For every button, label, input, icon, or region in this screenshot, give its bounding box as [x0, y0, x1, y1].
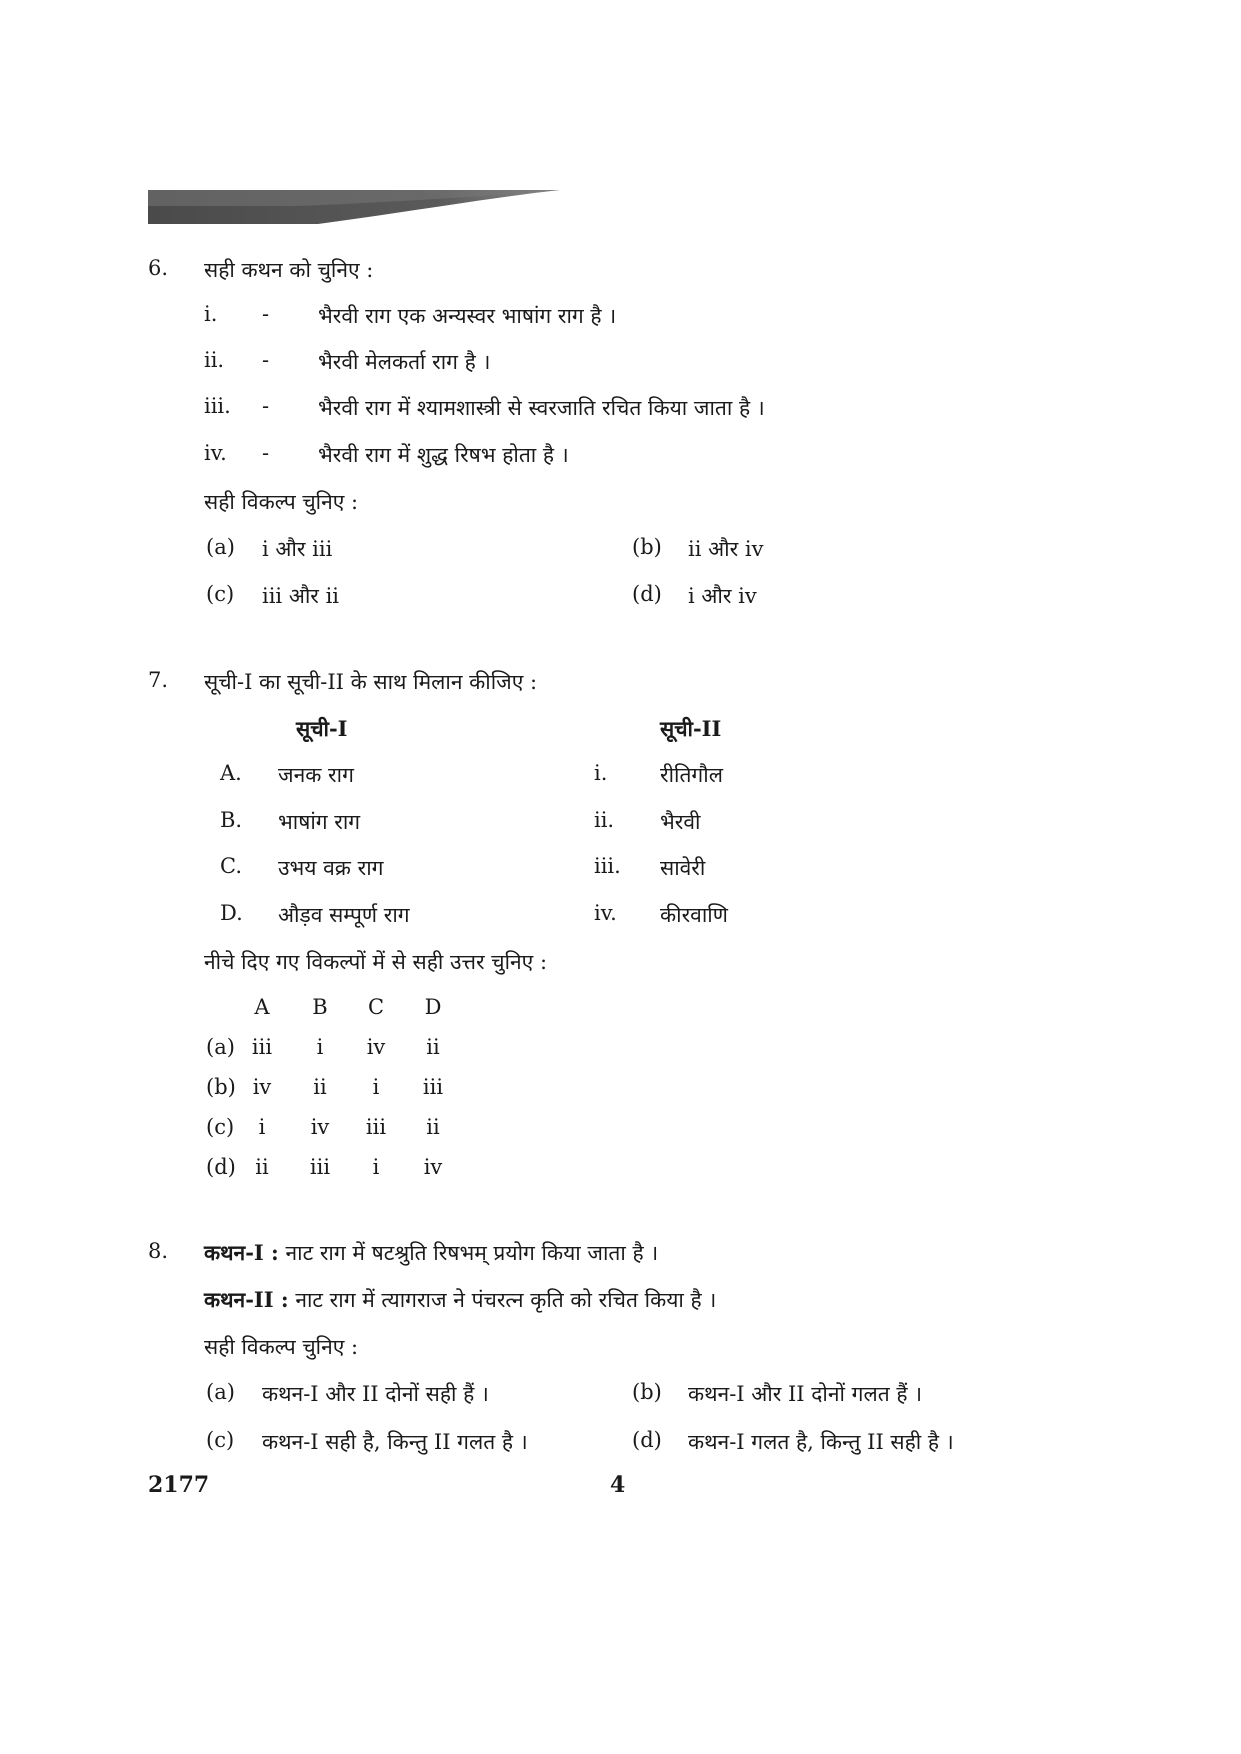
answer-cell: i — [258, 1115, 266, 1139]
page-number: 4 — [610, 1472, 626, 1498]
statement-dash: - — [262, 394, 270, 418]
statement-1-text: नाट राग में षटश्रुति रिषभम् प्रयोग किया जाता है । — [278, 1241, 659, 1265]
list1-label: D. — [220, 901, 243, 925]
option-label: (c) — [206, 1428, 235, 1452]
list1-label: A. — [220, 761, 242, 785]
answer-cell: ii — [426, 1115, 440, 1139]
answer-cell: iii — [365, 1115, 387, 1139]
statement-dash: - — [262, 302, 270, 326]
statement-2 — [204, 1286, 716, 1314]
statement-label: ii. — [204, 348, 225, 372]
option-text: ii और iv — [688, 537, 764, 561]
answer-header: B — [312, 995, 328, 1019]
statement-text: भैरवी मेलकर्ता राग है । — [318, 350, 491, 374]
option-label: (d) — [632, 1428, 662, 1452]
list1-label: B. — [220, 808, 243, 832]
option-label: (c) — [206, 582, 235, 606]
list1-item: उभय वक्र राग — [278, 856, 384, 880]
answer-cell: iv — [423, 1155, 443, 1179]
option-text: कथन-I और II दोनों गलत हैं । — [688, 1382, 923, 1406]
answer-cell: iii — [309, 1155, 331, 1179]
statement-2-label: कथन-II : — [204, 1287, 289, 1312]
statement-text: भैरवी राग में शुद्ध रिषभ होता है । — [318, 443, 569, 467]
list1-item: जनक राग — [278, 763, 354, 787]
answer-cell: iv — [366, 1035, 386, 1059]
option-label: (a) — [206, 535, 235, 559]
question-number: 7. — [148, 668, 169, 692]
option-label: (a) — [206, 1380, 235, 1404]
header-decorative-bar — [148, 190, 560, 224]
statement-dash: - — [262, 441, 270, 465]
question-prompt: सूची-I का सूची-II के साथ मिलान कीजिए : — [204, 670, 538, 694]
answer-header: D — [424, 995, 442, 1019]
answer-cell: i — [372, 1075, 380, 1099]
statement-dash: - — [262, 348, 270, 372]
question-prompt: सही कथन को चुनिए : — [204, 258, 374, 282]
answer-cell: iii — [422, 1075, 444, 1099]
statement-label: iii. — [204, 394, 231, 418]
answer-cell: iv — [252, 1075, 272, 1099]
answer-option-label: (a) — [206, 1035, 235, 1059]
list2-label: i. — [594, 761, 608, 785]
option-text: i और iii — [262, 537, 333, 561]
question-number: 6. — [148, 256, 169, 280]
option-label: (b) — [632, 535, 662, 559]
list1-item: भाषांग राग — [278, 810, 361, 834]
paper-code: 2177 — [148, 1472, 210, 1498]
list2-label: iii. — [594, 854, 621, 878]
answer-cell: iv — [310, 1115, 330, 1139]
list2-item: सावेरी — [660, 856, 706, 880]
answer-header: A — [254, 995, 270, 1019]
list1-header: सूची-I — [296, 716, 348, 741]
statement-label: i. — [204, 302, 218, 326]
instruction: सही विकल्प चुनिए : — [204, 490, 359, 514]
statement-1-label: कथन-I : — [204, 1240, 279, 1265]
statement-text: भैरवी राग एक अन्यस्वर भाषांग राग है । — [318, 304, 617, 328]
answer-cell: i — [372, 1155, 380, 1179]
answer-cell: ii — [426, 1035, 440, 1059]
option-text: कथन-I सही है, किन्तु II गलत है । — [262, 1430, 528, 1454]
statement-1 — [204, 1239, 658, 1267]
answer-cell: iii — [251, 1035, 273, 1059]
option-text: कथन-I और II दोनों सही हैं । — [262, 1382, 489, 1406]
option-label: (b) — [632, 1380, 662, 1404]
answer-cell: ii — [313, 1075, 327, 1099]
option-text: iii और ii — [262, 584, 340, 608]
answer-option-label: (d) — [206, 1155, 236, 1179]
answer-cell: ii — [255, 1155, 269, 1179]
list1-label: C. — [220, 854, 242, 878]
instruction: नीचे दिए गए विकल्पों में से सही उत्तर चुनिए : — [204, 950, 548, 974]
list2-item: भैरवी — [660, 810, 701, 834]
answer-cell: i — [316, 1035, 324, 1059]
list1-item: औड़व सम्पूर्ण राग — [278, 903, 410, 927]
answer-option-label: (c) — [206, 1115, 235, 1139]
question-number: 8. — [148, 1239, 169, 1263]
list2-item: रीतिगौल — [660, 763, 723, 787]
answer-option-label: (b) — [206, 1075, 236, 1099]
answer-header: C — [367, 995, 385, 1019]
instruction: सही विकल्प चुनिए : — [204, 1335, 359, 1359]
option-text: कथन-I गलत है, किन्तु II सही है । — [688, 1430, 954, 1454]
list2-header: सूची-II — [660, 716, 722, 741]
statement-label: iv. — [204, 441, 227, 465]
statement-text: भैरवी राग में श्यामशास्त्री से स्वरजाति रचित किया जाता है । — [318, 396, 765, 420]
list2-label: ii. — [594, 808, 615, 832]
option-label: (d) — [632, 582, 662, 606]
statement-2-text: नाट राग में त्यागराज ने पंचरत्न कृति को रचित किया है । — [288, 1288, 717, 1312]
option-text: i और iv — [688, 584, 757, 608]
list2-label: iv. — [594, 901, 617, 925]
list2-item: कीरवाणि — [660, 903, 728, 927]
